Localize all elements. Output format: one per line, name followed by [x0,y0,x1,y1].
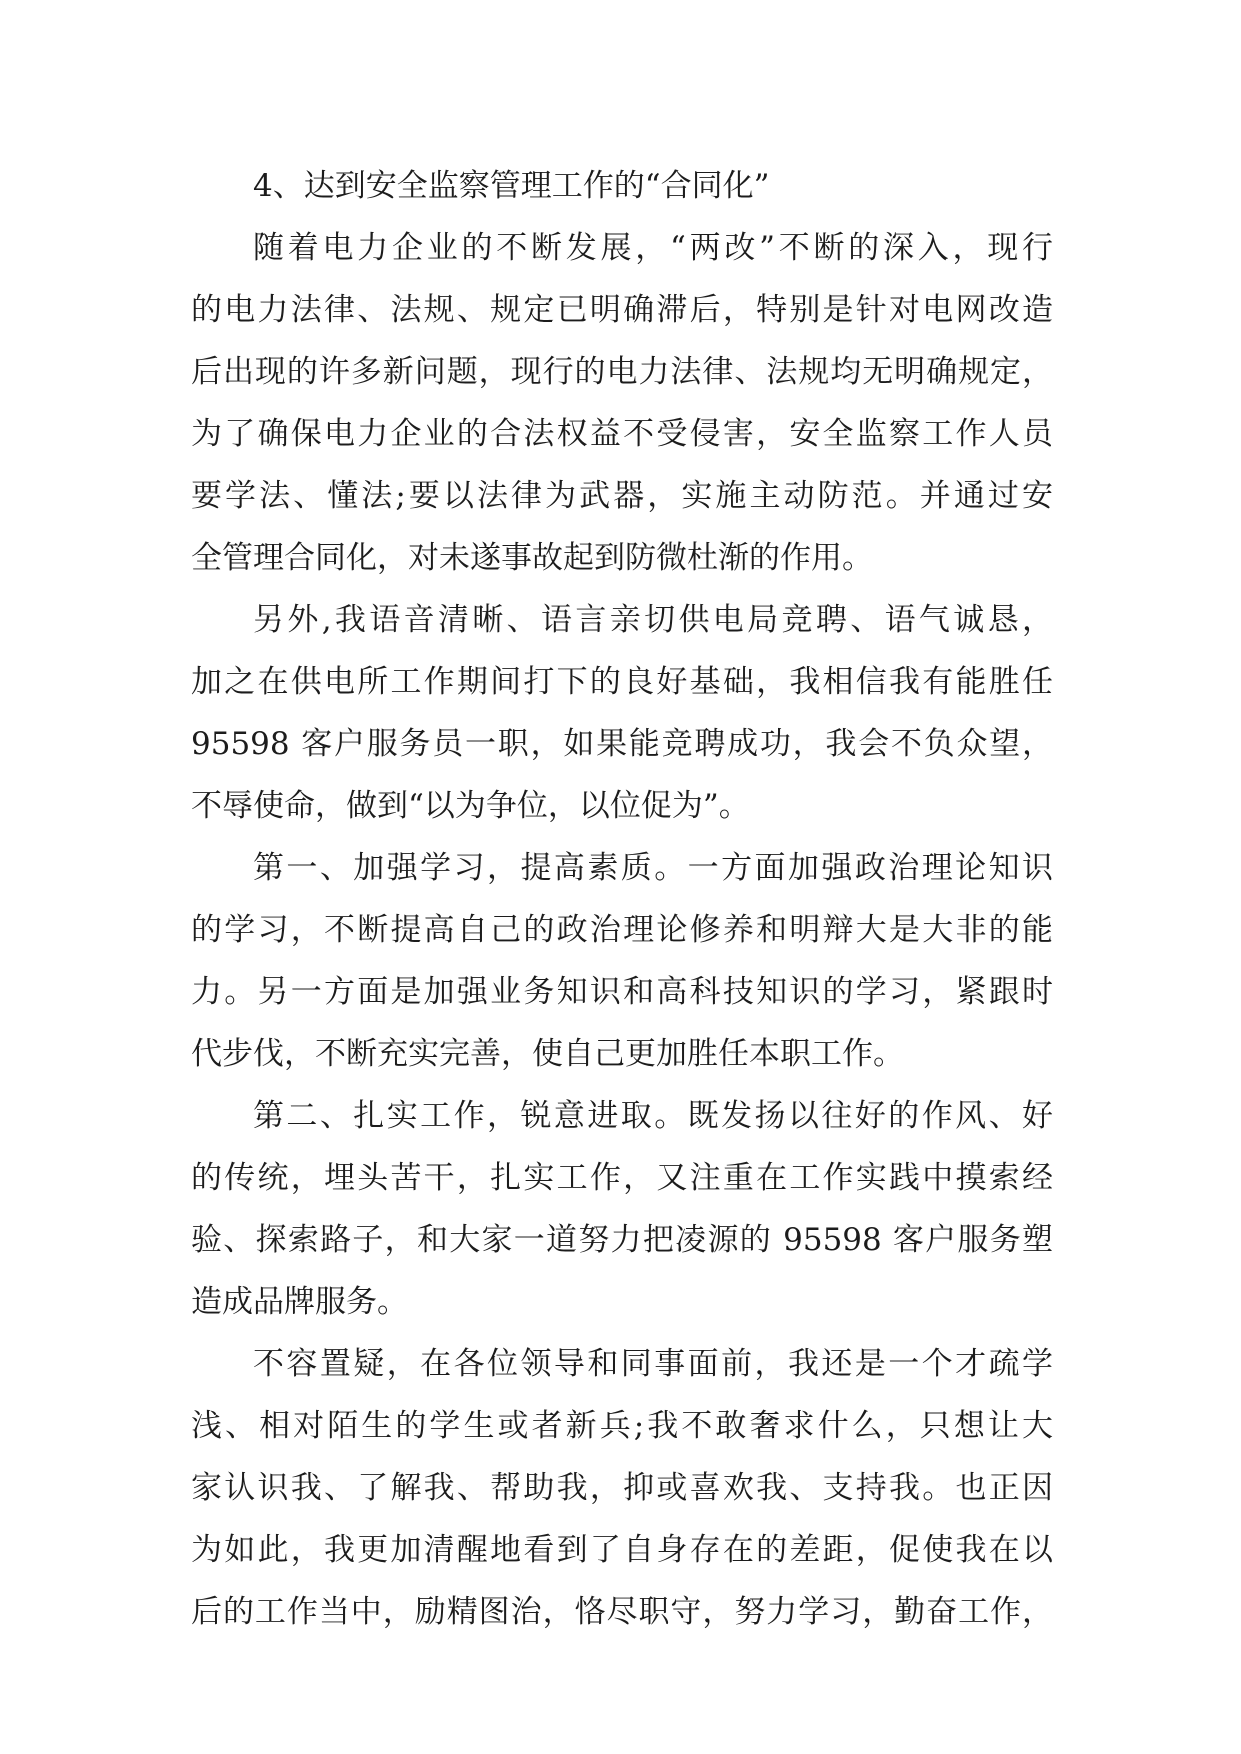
paragraph-line: 家认识我、了解我、帮助我，抑或喜欢我、支持我。也正因 [191,1470,1053,1506]
paragraph-line: 造成品牌服务。 [191,1284,408,1320]
paragraph-line: 的电力法律、法规、规定已明确滞后，特别是针对电网改造 [191,292,1053,328]
paragraph-4 [191,1085,1053,1333]
paragraph-2 [191,589,1053,837]
paragraph-line: 不容置疑，在各位领导和同事面前，我还是一个才疏学 [253,1346,1053,1382]
paragraph-line: 为了确保电力企业的合法权益不受侵害，安全监察工作人员 [191,416,1053,452]
paragraph-line: 要学法、懂法;要以法律为武器，实施主动防范。并通过安 [191,478,1053,514]
paragraph-line: 的传统，埋头苦干，扎实工作，又注重在工作实践中摸索经 [191,1160,1053,1196]
paragraph-line: 随着电力企业的不断发展，“两改”不断的深入，现行 [253,230,1053,266]
paragraph-line: 第一、加强学习，提高素质。一方面加强政治理论知识 [253,850,1053,886]
paragraph-line: 后出现的许多新问题，现行的电力法律、法规均无明确规定， [191,354,1053,390]
paragraph-line: 后的工作当中，励精图治，恪尽职守，努力学习，勤奋工作， [191,1594,1053,1630]
paragraph-line: 代步伐，不断充实完善，使自己更加胜任本职工作。 [191,1036,904,1072]
paragraph-3 [191,837,1053,1085]
paragraph-line: 全管理合同化，对未遂事故起到防微杜渐的作用。 [191,540,873,576]
paragraph-line: 验、探索路子，和大家一道努力把凌源的 95598 客户服务塑 [191,1222,1053,1258]
paragraph-line: 为如此，我更加清醒地看到了自身存在的差距，促使我在以 [191,1532,1053,1568]
paragraph-line: 不辱使命，做到“以为争位，以位促为”。 [191,788,750,824]
paragraph-line: 95598 客户服务员一职，如果能竞聘成功，我会不负众望， [191,726,1053,762]
paragraph-line: 力。另一方面是加强业务知识和高科技知识的学习，紧跟时 [191,974,1053,1010]
paragraph-line: 浅、相对陌生的学生或者新兵;我不敢奢求什么，只想让大 [191,1408,1053,1444]
paragraph-1 [191,217,1053,589]
paragraph-5 [191,1333,1053,1643]
document-body [191,155,1053,1643]
paragraph-line: 另外,我语音清晰、语言亲切供电局竞聘、语气诚恳， [253,602,1053,638]
paragraph-line: 的学习，不断提高自己的政治理论修养和明辩大是大非的能 [191,912,1053,948]
section-heading: 4、达到安全监察管理工作的“合同化” [253,168,770,204]
paragraph-line: 第二、扎实工作，锐意进取。既发扬以往好的作风、好 [253,1098,1053,1134]
paragraph-line: 加之在供电所工作期间打下的良好基础，我相信我有能胜任 [191,664,1053,700]
